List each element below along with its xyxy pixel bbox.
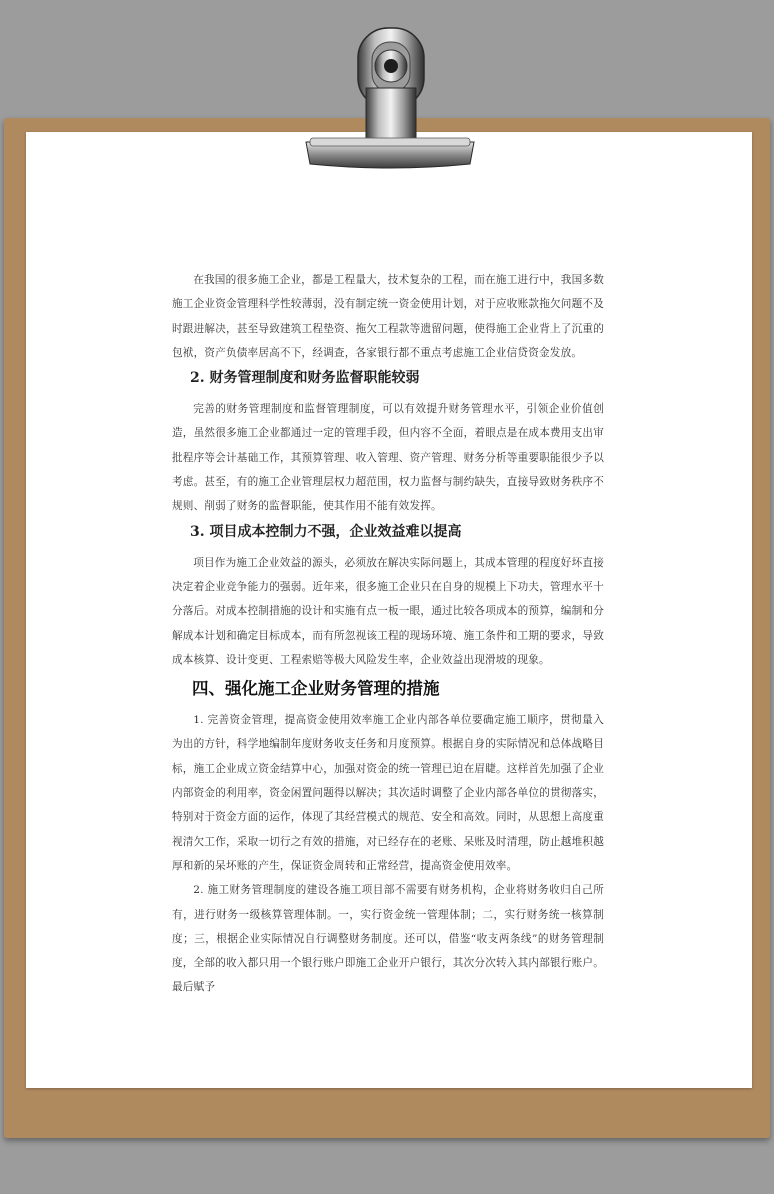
heading-section-3: 3. 项目成本控制力不强，企业效益难以提高 [190, 523, 462, 540]
paragraph-section-2: 完善的财务管理制度和监督管理制度，可以有效提升财务管理水平，引领企业价值创造，虽然很多施工企业都通过一定的管理手段，但内容不全面，着眼点是在成本费用支出审批程序等会计基础工作，其预算管理、收入管理、资产管理、财务分析等重要职能很少予以考虑。甚至，有的施工企业管理层权力超范围，权力监督与制约缺失，直接导致财务秩序不规则、削弱了财务的监督职能，使其作用不能有效发挥。 [172, 403, 604, 513]
paragraph-section-3: 项目作为施工企业效益的源头，必须放在解决实际问题上，其成本管理的程度好坏直接决定着企业竞争能力的强弱。近年来，很多施工企业只在自身的规模上下功夫，管理水平十分落后。对成本控制措施的设计和实施有点一板一眼，通过比较各项成本的预算，编制和分解成本计划和确定目标成本，而有所忽视该工程的现场环境、施工条件和工期的要求，导致成本核算、设计变更、工程索赔等极大风险发生率，企业效益出现滑坡的现象。 [172, 556, 604, 666]
heading-chapter-4: 四、强化施工企业财务管理的措施 [192, 679, 440, 699]
document-body [172, 268, 604, 1000]
paragraph-intro: 在我国的很多施工企业，都是工程量大，技术复杂的工程，而在施工进行中，我国多数施工企业资金管理科学性较薄弱，没有制定统一资金使用计划，对于应收账款拖欠问题不及时跟进解决，甚至导致建筑工程垫资、拖欠工程款等遗留问题，使得施工企业背上了沉重的包袱，资产负债率居高不下，经调查，各家银行都不重点考虑施工企业信贷资金发放。 [172, 274, 604, 359]
binder-clip-icon [300, 26, 480, 176]
heading-section-2: 2. 财务管理制度和财务监督职能较弱 [190, 370, 420, 387]
paragraph-measure-2: 2. 施工财务管理制度的建设各施工项目部不需要有财务机构，企业将财务收归自己所有，进行财务一级核算管理体制。一，实行资金统一管理体制；二，实行财务统一核算制度；三，根据企业实际情况自行调整财务制度。还可以，借鉴“收支两条线”的财务管理制度，全部的收入都只用一个银行账户即施工企业开户银行，其次分次转入其内部银行账户。最后赋予 [172, 884, 604, 994]
paragraph-measure-1: 1. 完善资金管理，提高资金使用效率施工企业内部各单位要确定施工顺序，贯彻量入为出的方针，科学地编制年度财务收支任务和月度预算。根据自身的实际情况和总体战略目标，施工企业成立资金结算中心，加强对资金的统一管理已迫在眉睫。这样首先加强了企业内部资金的利用率，资金闲置问题得以解决；其次适时调整了企业内部各单位的贯彻落实，特别对于资金方面的运作，体现了其经营模式的规范、安全和高效。同时，从思想上高度重视清欠工作，采取一切行之有效的措施，对已经存在的老账、呆账及时清理，防止越堆积越厚和新的呆坏账的产生，保证资金周转和正常经营，提高资金使用效率。 [172, 714, 604, 872]
